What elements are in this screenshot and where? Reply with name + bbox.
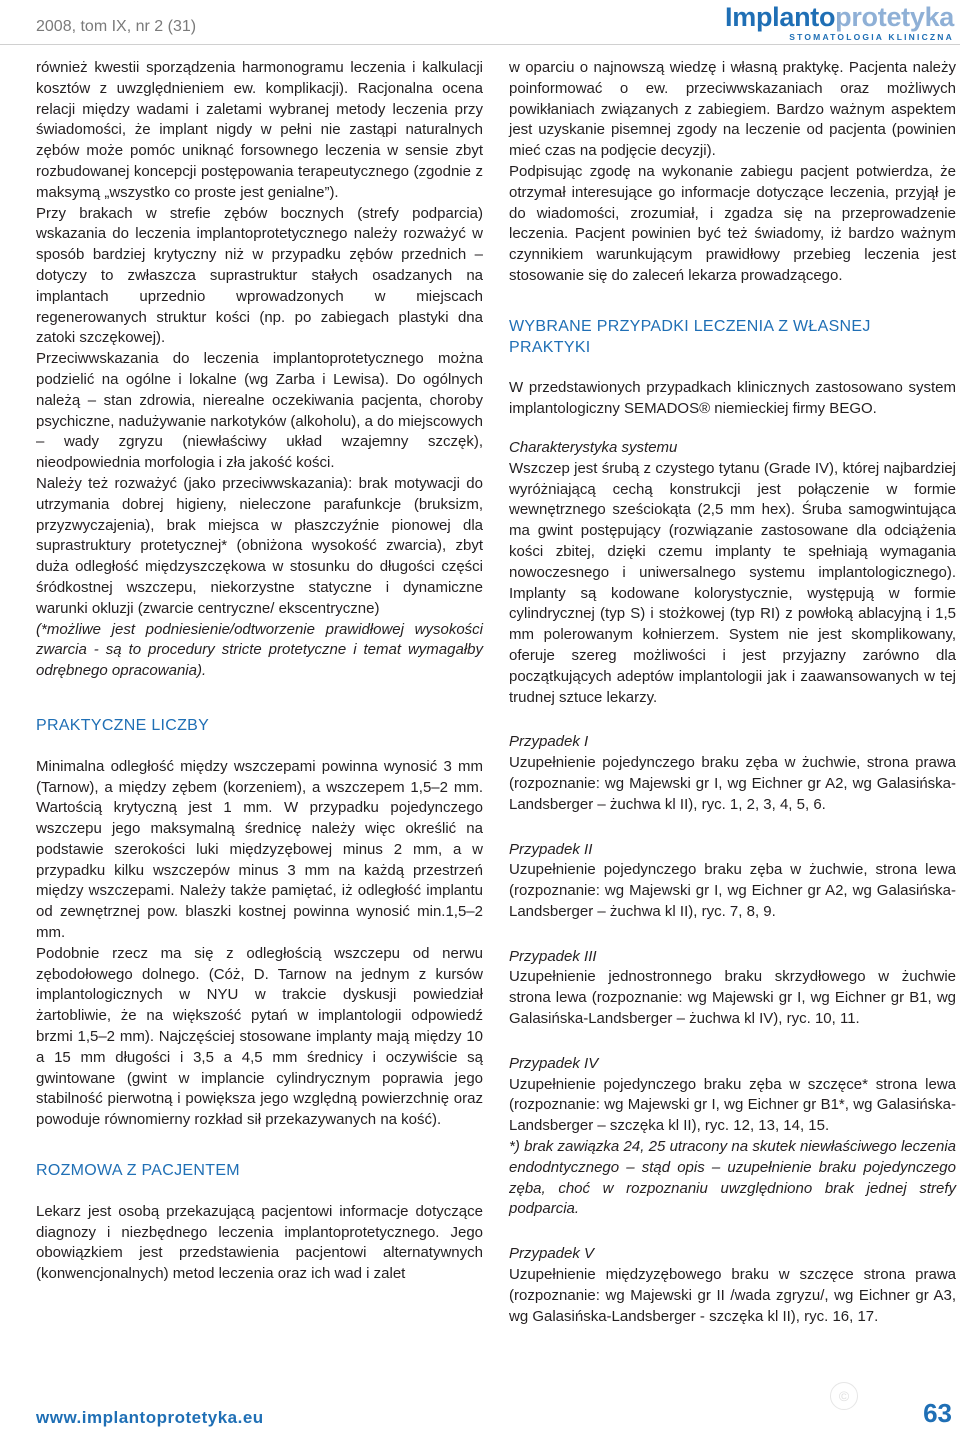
case-text: Uzupełnienie międzyzębowego braku w szczęce strona prawa (rozpoznanie: wg Majewski gr II /wada zgryzu/, wg Eichner gr A3, wg Galasińska-Landsberger - szczęka kl II), ryc. 16, 17. xyxy=(509,1266,956,1325)
paragraph: Należy też rozważyć (jako przeciwwskazania): brak motywacji do utrzymania dobrej higieny, nieleczone parafunkcje (bruksizm, przyzwyczajenia), brak miejsca w płaszczyźnie pionowej dla suprastruktury protetycznej* (obniżona wysokość zwarcia), zbyt duża odległość międzyszczękowa w stosunku do długości części śródkostnej wszczepu, niekorzystne statyczne i dynamiczne warunki okluzji (zwarcie centryczne/ ekscentryczne) xyxy=(36,474,483,617)
section-heading: ROZMOWA Z PACJENTEM xyxy=(36,1162,240,1180)
page-number: 63 xyxy=(923,1398,952,1428)
case-title: Przypadek IV xyxy=(509,1054,599,1072)
left-column xyxy=(36,58,483,1285)
case-title: Przypadek I xyxy=(509,733,589,751)
watermark-icon: © xyxy=(830,1382,858,1410)
right-column xyxy=(509,58,956,1327)
case-title: Przypadek II xyxy=(509,840,593,858)
paragraph: W przedstawionych przypadkach klinicznych zastosowano system implantologiczny SEMADOS® niemieckiej firmy BEGO. xyxy=(509,379,956,418)
paragraph: w oparciu o najnowszą wiedzę i własną praktykę. Pacjenta należy poinformować o ew. przeciwwskazaniach oraz możliwych powikłaniach związanych z zabiegiem. Bardzo ważnym aspektem jest uzyskanie pisemnej zgody na leczenie od pacjenta (powinien mieć czas na podjęcie decyzji). xyxy=(509,59,956,160)
logo-part-1: Implanto xyxy=(725,2,836,32)
issue-info: 2008, tom IX, nr 2 (31) xyxy=(36,18,197,35)
section-heading: PRAKTYCZNE LICZBY xyxy=(36,716,210,734)
header-rule xyxy=(0,44,960,45)
logo-part-2: protetyka xyxy=(835,2,954,32)
case-note: *) brak zawiązka 24, 25 utracony na skutek niewłaściwego leczenia endodntycznego – stąd opis – uzupełnienie braku pojedynczego zęba, choć w rozpoznaniu uwzględniono brak jednej strefy podparcia. xyxy=(509,1138,956,1218)
section-heading: WYBRANE PRZYPADKI LECZENIA Z WŁASNEJ PRAKTYKI xyxy=(509,317,871,356)
logo-subtitle: STOMATOLOGIA KLINICZNA xyxy=(789,32,954,42)
footer-url: www.implantoprotetyka.eu xyxy=(36,1408,264,1427)
paragraph: również kwestii sporządzenia harmonogramu leczenia i kalkulacji kosztów z uwzględnieniem ew. komplikacji). Racjonalna ocena relacji między wadami i zaletami wybranej metody leczenia przy świadomości, że implant nigdy w pełni nie zastąpi naturalnych zębów może pomóc uniknąć forsownego leczenia w sensie zbyt rozbudowanej koncepcji postępowania terapeutycznego (zgodnie z maksymą „wszystko co proste jest genialne”). xyxy=(36,59,483,201)
paragraph: Wszczep jest śrubą z czystego tytanu (Grade IV), której najbardziej wyróżniającą cechą konstrukcji jest połączenie w formie wewnętrznego sześciokąta (2,5 mm hex). Śruba samogwintująca ma gwint postępujący (rozwiązanie zastosowane dla odciążenia kości zbitej, dzięki czemu implanty te spełniają wymagania nowoczesnego i uniwersalnego systemu implantologicznego). Implanty są kodowane kolorystycznie, występują w formie cylindrycznej (typ S) i stożkowej (typ RI) z powłoką ablacyjną i 1,5 mm polerowanym kołnierzem. System nie jest skomplikowany, oferuje szereg możliwości i jest przyjazny zarówno dla początkujących adeptów implantologii jak i zaawansowanych w tej trudnej sztuce lekarzy. xyxy=(509,459,956,706)
case-text: Uzupełnienie pojedynczego braku zęba w żuchwie, strona prawa (rozpoznanie: wg Majewski gr I, wg Eichner gr A2, wg Galasińska-Landsberger – żuchwa kl II), ryc. 1, 2, 3, 4, 5, 6. xyxy=(509,754,956,813)
journal-logo xyxy=(725,4,954,42)
subheading: Charakterystyka systemu xyxy=(509,438,678,456)
paragraph: Lekarz jest osobą przekazującą pacjentowi informacje dotyczące diagnozy i niezbędnego leczenia implantoprotetycznego. Jego obowiązkiem jest przedstawienia pacjentowi alternatywnych (konwencjonalnych) metod leczenia oraz ich wad i zalet xyxy=(36,1202,483,1283)
paragraph: Podpisując zgodę na wykonanie zabiegu pacjent potwierdza, że otrzymał interesujące go informacje dotyczące leczenia, przyjął je do wiadomości, zrozumiał, i zgadza się na przeprowadzenie leczenia. Pacjent powinien być też świadomy, iż bardzo ważnym czynnikiem warunkującym prawidłowy przebieg leczenia jest stosowanie się do zaleceń lekarza prowadzącego. xyxy=(509,162,956,284)
case-text: Uzupełnienie pojedynczego braku zęba w szczęce* strona lewa (rozpoznanie: wg Majewski gr I, wg Eichner gr B1*, wg Galasińska-Landsberger – szczęka kl II), ryc. 12, 13, 14, 15. xyxy=(509,1075,956,1135)
paragraph: Przy brakach w strefie zębów bocznych (strefy podparcia) wskazania do leczenia implantoprotetycznego należy rozważyć w sposób bardziej krytyczny niż w przypadku zębów przednich – dotyczy to zwłaszcza suprastruktur stałych osadzanych na implantach uprzednio wprowadzonych w miejscach regenerowanych struktur kości (np. po zabiegach plastyki dna zatoki szczękowej). xyxy=(36,204,483,347)
paragraph: Podobnie rzecz ma się z odległością wszczepu od nerwu zębodołowego dolnego. (Cóż, D. Tarnow na jednym z kursów implantologicznych w NYU w trakcie dyskusji powiedział żartobliwie, że na większość pytań w implantologii odpowiedź brzmi 1,5–2 mm). Najczęściej stosowane implanty mają między 10 a 15 mm długości i 3,5 a 4,5 mm średnicy i oczywiście są gwintowane (gwint w implancie cylindrycznym poprawia jego stabilność pierwotną i powiększa jego względną powierzchnię oraz powoduje równomierny rozkład sił przekazywanych na kość). xyxy=(36,944,483,1129)
paragraph-note: (*możliwe jest podniesienie/odtworzenie prawidłowej wysokości zwarcia - są to procedury stricte protetyczne i temat wymagałby odrębnego opracowania). xyxy=(36,620,483,680)
case-title: Przypadek III xyxy=(509,947,597,965)
case-text: Uzupełnienie jednostronnego braku skrzydłowego w żuchwie strona lewa (rozpoznanie: wg Majewski gr I, wg Eichner gr B1, wg Galasińska-Landsberger – żuchwa kl IV), ryc. 10, 11. xyxy=(509,968,956,1028)
paragraph: Przeciwwskazania do leczenia implantoprotetycznego można podzielić na ogólne i lokalne (wg Zarba i Lewisa). Do ogólnych należą – stan zdrowia, nierealne oczekiwania pacjenta, choroby psychiczne, nadużywanie narkotyków (alkoholu), a do miejscowych – wady zgryzu (niewłaściwy układ wzajemny szczęk), nieodpowiednia morfologia i zła jakość kości. xyxy=(36,350,483,472)
case-text: Uzupełnienie pojedynczego braku zęba w żuchwie, strona lewa (rozpoznanie: wg Majewski gr I, wg Eichner gr A2, wg Galasińska-Landsberger – żuchwa kl II), ryc. 7, 8, 9. xyxy=(509,861,956,920)
case-title: Przypadek V xyxy=(509,1245,595,1263)
paragraph: Minimalna odległość między wszczepami powinna wynosić 3 mm (Tarnow), a między zębem (korzeniem), a wszczepem 1,5–2 mm. Wartością krytyczną jest 1 mm. W przypadku pojedynczego wszczepu jego maksymalną średnicę należy więc określić na podstawie szerokości luki międzyzębowej minus 2 mm, a w przypadku kilku wszczepów minus 3 mm na każdą przestrzeń między wszczepami. Należy także pamiętać, iż odległość implantu od zewnętrznej pow. blaszki kostnej powinna wynosić min.1,5–2 mm. xyxy=(36,757,483,942)
